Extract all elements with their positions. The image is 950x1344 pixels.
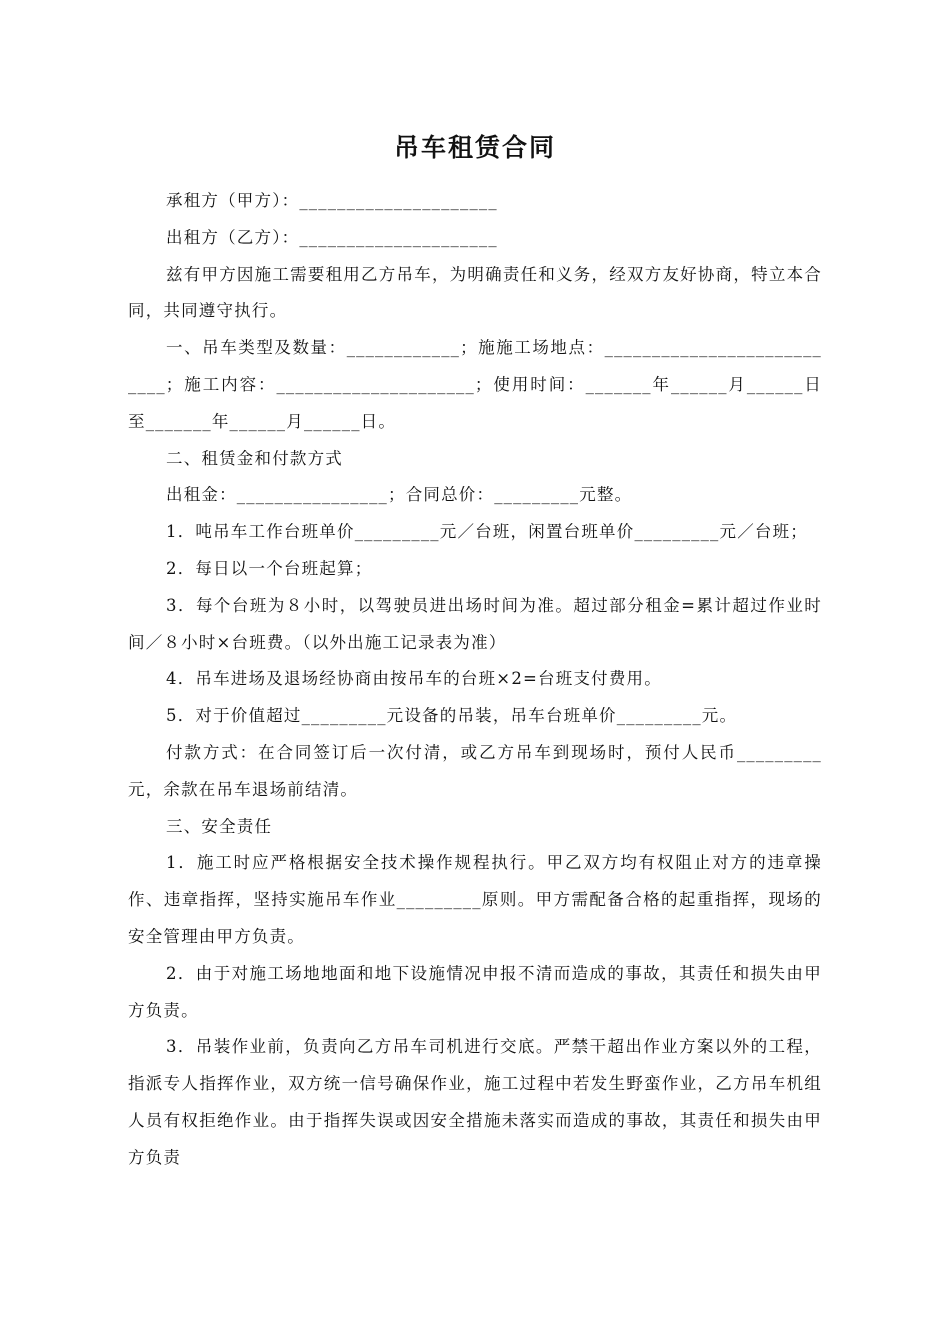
clause-2-4: 4．吊车进场及退场经协商由按吊车的台班×2=台班支付费用。 [166, 669, 662, 689]
lessee-line: 承租方（甲方）：_____________________ [166, 191, 498, 210]
preamble-paragraph: 兹有甲方因施工需要租用乙方吊车，为明确责任和义务，经双方友好协商，特立本合同，共同遵守执行。 [128, 264, 822, 321]
section-2-heading: 二、租赁金和付款方式 [166, 448, 343, 468]
document-body [128, 183, 822, 1177]
payment-method: 付款方式：在合同签订后一次付清，或乙方吊车到现场时，预付人民币_________元，余款在吊车退场前结清。 [128, 742, 822, 799]
clause-2-3: 3．每个台班为８小时，以驾驶员进出场时间为准。超过部分租金=累计超过作业时间／８小时×台班费。（以外出施工记录表为准） [128, 595, 822, 652]
section-3-heading: 三、安全责任 [166, 816, 273, 836]
clause-3-1: 1．施工时应严格根据安全技术操作规程执行。甲乙双方均有权阻止对方的违章操作、违章指挥，坚持实施吊车作业_________原则。甲方需配备合格的起重指挥，现场的安全管理由甲方负责。 [128, 853, 822, 946]
lessor-line: 出租方（乙方）：_____________________ [166, 227, 498, 247]
clause-3-2: 2．由于对施工场地地面和地下设施情况申报不清而造成的事故，其责任和损失由甲方负责。 [128, 963, 822, 1020]
rent-and-total-price: 出租金：________________；合同总价：_________元整。 [166, 485, 633, 505]
clause-3-3: 3．吊装作业前，负责向乙方吊车司机进行交底。严禁干超出作业方案以外的工程，指派专人指挥作业，双方统一信号确保作业，施工过程中若发生野蛮作业，乙方吊车机组人员有权拒绝作业。由于指挥失误或因安全措施未落实而造成的事故，其责任和损失由甲方负责 [128, 1037, 822, 1167]
section-1-crane-type: 一、吊车类型及数量：____________；施施工场地点：___________________________；施工内容：_____________________；使用时间：_______年______月______日至_______年______月______日。 [128, 338, 822, 431]
clause-2-5: 5．对于价值超过_________元设备的吊装，吊车台班单价_________元。 [166, 706, 738, 726]
document-title: 吊车租赁合同 [393, 133, 556, 162]
clause-2-1: 1．吨吊车工作台班单价_________元／台班，闲置台班单价_________元／台班； [166, 522, 808, 542]
clause-2-2: 2．每日以一个台班起算； [166, 558, 373, 578]
